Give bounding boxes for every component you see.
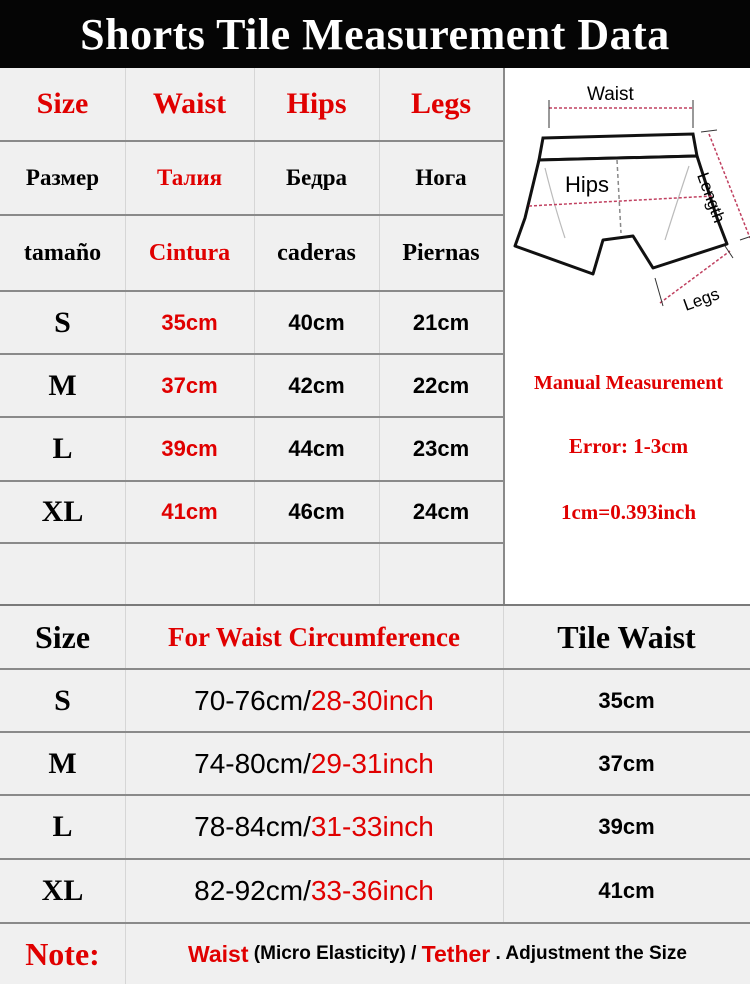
circumference-inch: 31-33inch [310, 811, 434, 842]
row-divider [0, 668, 750, 670]
header-legs-en: Legs [379, 68, 503, 140]
lower-row-tile-waist: 39cm [503, 796, 750, 858]
footer-tether: Tether [421, 940, 491, 967]
diagram-waist-label: Waist [587, 84, 634, 105]
upper-row-hips: 44cm [254, 418, 379, 480]
lower-row-circumference [125, 796, 503, 858]
header-hips-en: Hips [254, 68, 379, 140]
circumference-inch: 33-36inch [310, 875, 434, 906]
upper-row-size: XL [0, 482, 125, 542]
header-waist-es: Cintura [125, 216, 254, 290]
row-divider [0, 353, 503, 355]
footer-waist: Waist [188, 940, 249, 967]
upper-row-hips: 40cm [254, 292, 379, 353]
header-hips-ru: Бедра [254, 142, 379, 214]
header-waist-ru: Талия [125, 142, 254, 214]
upper-row-legs: 23cm [379, 418, 503, 480]
conversion-note: 1cm=0.393inch [560, 500, 697, 524]
upper-row-waist: 35cm [125, 292, 254, 353]
header-size-ru: Размер [0, 142, 125, 214]
upper-row-waist: 37cm [125, 355, 254, 416]
circumference-cm: 70-76cm/ [194, 684, 311, 716]
lower-row-tile-waist: 37cm [503, 733, 750, 794]
footer-elastic: (Micro Elasticity) / [248, 943, 422, 964]
header-size-es: tamaño [0, 216, 125, 290]
row-divider [0, 480, 503, 482]
circumference-inch: 29-31inch [310, 747, 434, 779]
upper-row-hips: 42cm [254, 355, 379, 416]
lower-row-tile-waist: 35cm [503, 670, 750, 731]
lower-header-waist-circumference: For Waist Circumference [125, 606, 503, 668]
upper-row-legs: 21cm [379, 292, 503, 353]
lower-header-tile-waist: Tile Waist [503, 606, 750, 668]
footer-rest: . Adjustment the Size [490, 943, 687, 964]
upper-row-size: M [0, 355, 125, 416]
header-waist-en: Waist [125, 68, 254, 140]
lower-row-circumference [125, 860, 503, 922]
row-divider [0, 542, 503, 544]
diagram-length-label: Length [693, 170, 729, 226]
header-legs-es: Piernas [379, 216, 503, 290]
header-size-en: Size [0, 68, 125, 140]
upper-row-legs: 22cm [379, 355, 503, 416]
row-divider [0, 416, 503, 418]
diagram-hips-label: Hips [565, 172, 610, 197]
upper-row-waist: 41cm [125, 482, 254, 542]
row-divider [0, 290, 503, 292]
lower-header-size: Size [0, 606, 125, 668]
header-legs-ru: Нога [379, 142, 503, 214]
row-divider [0, 858, 750, 860]
column-divider [379, 68, 380, 604]
lower-row-size: M [0, 733, 125, 794]
circumference-cm: 82-92cm/ [194, 875, 311, 906]
measurement-diagram-panel [503, 68, 750, 604]
row-divider [0, 214, 503, 216]
circumference-inch: 28-30inch [310, 684, 434, 716]
lower-row-circumference [125, 733, 503, 794]
column-divider [125, 68, 126, 604]
diagram-legs-label: Legs [680, 284, 722, 315]
row-divider [0, 794, 750, 796]
row-divider [0, 731, 750, 733]
footer-note-text [125, 924, 750, 984]
upper-row-waist: 39cm [125, 418, 254, 480]
upper-row-hips: 46cm [254, 482, 379, 542]
upper-row-legs: 24cm [379, 482, 503, 542]
upper-row-size: S [0, 292, 125, 353]
row-divider [0, 140, 503, 142]
footer-note-label: Note: [0, 924, 125, 984]
column-divider [503, 606, 504, 924]
error-note: Error: 1-3cm [568, 434, 689, 458]
lower-row-tile-waist: 41cm [503, 860, 750, 922]
circumference-cm: 78-84cm/ [194, 811, 311, 842]
lower-row-size: L [0, 796, 125, 858]
page-title: Shorts Tile Measurement Data [0, 0, 750, 68]
header-hips-es: caderas [254, 216, 379, 290]
upper-row-size: L [0, 418, 125, 480]
lower-row-circumference [125, 670, 503, 731]
lower-row-size: XL [0, 860, 125, 922]
circumference-cm: 74-80cm/ [194, 747, 311, 779]
lower-row-size: S [0, 670, 125, 731]
row-divider [0, 922, 750, 924]
empty-row [0, 544, 503, 604]
column-divider [254, 68, 255, 604]
manual-measurement-note: Manual Measurement [533, 372, 724, 394]
